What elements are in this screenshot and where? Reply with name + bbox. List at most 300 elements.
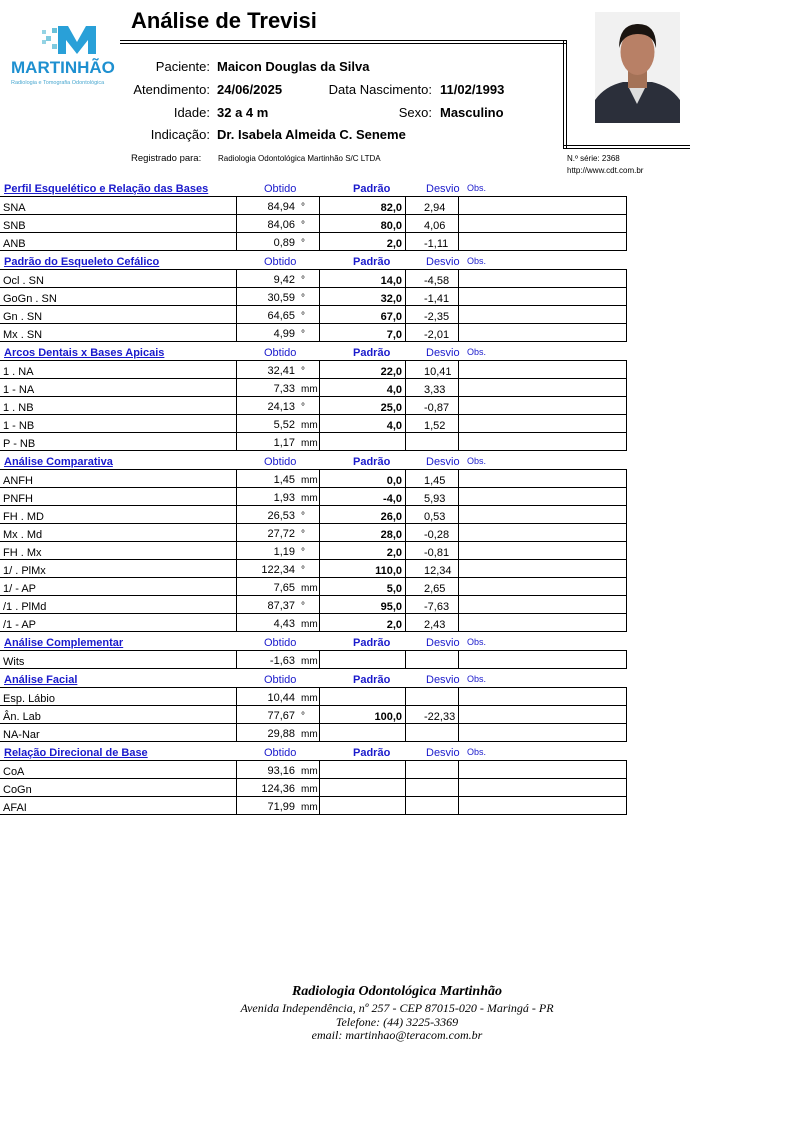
obs-cell	[459, 397, 627, 415]
deviation-value: -22,33	[406, 706, 459, 724]
measure-name: FH . MD	[0, 506, 237, 524]
serial-number: N.º série: 2368	[567, 154, 620, 163]
obtained-value: 1,19	[273, 546, 295, 558]
section-table	[0, 650, 627, 669]
obtained-cell	[237, 614, 320, 632]
col-obs: Obs.	[467, 347, 487, 357]
referral-label: Indicação:	[150, 127, 210, 142]
table-row	[0, 651, 627, 669]
standard-value	[320, 688, 406, 706]
obtained-cell	[237, 197, 320, 215]
obtained-value: 124,36	[261, 783, 295, 795]
section-title: Análise Complementar	[4, 637, 124, 649]
obs-cell	[459, 197, 627, 215]
unit: °	[301, 565, 305, 576]
person-photo-icon	[595, 12, 680, 123]
logo-subtitle: Radiologia e Tomografia Odontológica	[11, 80, 105, 86]
standard-value: 2,0	[320, 233, 406, 251]
page-title: Análise de Trevisi	[131, 8, 317, 33]
measure-name: ANFH	[0, 470, 237, 488]
obs-cell	[459, 306, 627, 324]
measure-name: Ân. Lab	[0, 706, 237, 724]
deviation-value: 2,65	[406, 578, 459, 596]
unit: mm	[301, 784, 318, 795]
col-desvio: Desvio	[426, 256, 460, 268]
obs-cell	[459, 379, 627, 397]
table-row	[0, 397, 627, 415]
unit: mm	[301, 384, 318, 395]
unit: mm	[301, 693, 318, 704]
deviation-value: -1,11	[406, 233, 459, 251]
obtained-cell	[237, 578, 320, 596]
obtained-cell	[237, 415, 320, 433]
birth-label: Data Nascimento:	[328, 82, 432, 97]
standard-value	[320, 761, 406, 779]
age-value: 32 a 4 m	[217, 105, 269, 120]
deviation-value: 4,06	[406, 215, 459, 233]
standard-value: 110,0	[320, 560, 406, 578]
deviation-value: 3,33	[406, 379, 459, 397]
obtained-value: 64,65	[267, 310, 295, 322]
obtained-cell	[237, 470, 320, 488]
table-row	[0, 797, 627, 815]
standard-value: 2,0	[320, 542, 406, 560]
obtained-cell	[237, 688, 320, 706]
registered-value: Radiologia Odontológica Martinhão S/C LTDA	[218, 154, 381, 163]
logo-mark-icon	[8, 22, 130, 62]
unit: mm	[301, 729, 318, 740]
deviation-value	[406, 797, 459, 815]
table-row	[0, 524, 627, 542]
obs-cell	[459, 688, 627, 706]
sex-label: Sexo:	[398, 105, 432, 120]
standard-value	[320, 433, 406, 451]
section-table	[0, 760, 627, 815]
obtained-value: 10,44	[267, 692, 295, 704]
logo	[8, 22, 130, 92]
obtained-value: 5,52	[273, 419, 295, 431]
obs-cell	[459, 779, 627, 797]
measure-name: Mx . SN	[0, 324, 237, 342]
footer-address: Avenida Independência, nº 257 - CEP 87015-020 - Maringá - PR	[240, 1001, 554, 1015]
table-row	[0, 506, 627, 524]
measure-name: Mx . Md	[0, 524, 237, 542]
obtained-value: 84,94	[267, 201, 295, 213]
obtained-value: 7,65	[273, 582, 295, 594]
col-obs: Obs.	[467, 456, 487, 466]
deviation-value: 2,94	[406, 197, 459, 215]
obtained-cell	[237, 797, 320, 815]
deviation-value	[406, 761, 459, 779]
table-row	[0, 596, 627, 614]
obtained-value: 29,88	[267, 728, 295, 740]
measure-name: SNB	[0, 215, 237, 233]
obs-cell	[459, 524, 627, 542]
table-row	[0, 470, 627, 488]
obtained-value: 1,93	[273, 492, 295, 504]
obs-cell	[459, 361, 627, 379]
age-label: Idade:	[173, 105, 210, 120]
website: http://www.cdt.com.br	[567, 166, 644, 175]
table-row	[0, 542, 627, 560]
unit: °	[301, 529, 305, 540]
obtained-value: 4,43	[273, 618, 295, 630]
deviation-value	[406, 688, 459, 706]
section-table	[0, 360, 627, 451]
standard-value: -4,0	[320, 488, 406, 506]
col-padrao: Padrão	[353, 747, 391, 759]
unit: mm	[301, 619, 318, 630]
obtained-cell	[237, 306, 320, 324]
col-padrao: Padrão	[353, 347, 391, 359]
table-row	[0, 688, 627, 706]
standard-value: 4,0	[320, 379, 406, 397]
obs-cell	[459, 724, 627, 742]
table-row	[0, 215, 627, 233]
col-obtido: Obtido	[264, 637, 297, 649]
obtained-value: 93,16	[267, 765, 295, 777]
unit: °	[301, 220, 305, 231]
registered-label: Registrado para:	[131, 153, 202, 164]
obtained-cell	[237, 270, 320, 288]
table-row	[0, 724, 627, 742]
obtained-cell	[237, 524, 320, 542]
unit: °	[301, 275, 305, 286]
obtained-cell	[237, 361, 320, 379]
footer-email: email: martinhao@teracom.com.br	[311, 1028, 483, 1042]
section-title: Arcos Dentais x Bases Apicais	[4, 347, 165, 359]
logo-name: MARTINHÃO	[11, 58, 115, 77]
standard-value: 82,0	[320, 197, 406, 215]
section-header	[0, 669, 627, 687]
deviation-value: -4,58	[406, 270, 459, 288]
obtained-cell	[237, 779, 320, 797]
section-header	[0, 251, 627, 269]
attendance-date: 24/06/2025	[217, 82, 283, 97]
standard-value: 67,0	[320, 306, 406, 324]
unit: mm	[301, 420, 318, 431]
unit: °	[301, 293, 305, 304]
standard-value	[320, 779, 406, 797]
measure-name: GoGn . SN	[0, 288, 237, 306]
deviation-value: 10,41	[406, 361, 459, 379]
patient-photo	[595, 12, 680, 123]
sex-value: Masculino	[440, 105, 504, 120]
obtained-value: 0,89	[273, 237, 295, 249]
measure-name: Esp. Lábio	[0, 688, 237, 706]
obs-cell	[459, 560, 627, 578]
unit: mm	[301, 583, 318, 594]
obtained-value: 24,13	[267, 401, 295, 413]
table-row	[0, 233, 627, 251]
obtained-cell	[237, 324, 320, 342]
measure-name: Gn . SN	[0, 306, 237, 324]
table-row	[0, 324, 627, 342]
patient-name: Maicon Douglas da Silva	[217, 59, 370, 74]
analysis-tables	[0, 178, 627, 815]
table-row	[0, 488, 627, 506]
table-row	[0, 361, 627, 379]
unit: °	[301, 711, 305, 722]
table-row	[0, 779, 627, 797]
col-obtido: Obtido	[264, 674, 297, 686]
table-row	[0, 706, 627, 724]
unit: mm	[301, 802, 318, 813]
standard-value: 95,0	[320, 596, 406, 614]
col-obs: Obs.	[467, 674, 487, 684]
obtained-cell	[237, 761, 320, 779]
standard-value: 5,0	[320, 578, 406, 596]
unit: °	[301, 238, 305, 249]
table-row	[0, 306, 627, 324]
standard-value: 14,0	[320, 270, 406, 288]
deviation-value	[406, 433, 459, 451]
obtained-cell	[237, 397, 320, 415]
measure-name: Ocl . SN	[0, 270, 237, 288]
col-desvio: Desvio	[426, 347, 460, 359]
deviation-value: 2,43	[406, 614, 459, 632]
unit: °	[301, 311, 305, 322]
section-title: Análise Facial	[4, 674, 78, 686]
standard-value: 80,0	[320, 215, 406, 233]
measure-name: FH . Mx	[0, 542, 237, 560]
section-header	[0, 451, 627, 469]
standard-value: 25,0	[320, 397, 406, 415]
deviation-value	[406, 779, 459, 797]
standard-value: 28,0	[320, 524, 406, 542]
measure-name: 1 . NB	[0, 397, 237, 415]
obtained-cell	[237, 379, 320, 397]
table-row	[0, 270, 627, 288]
standard-value	[320, 797, 406, 815]
obs-cell	[459, 288, 627, 306]
section-header	[0, 342, 627, 360]
header-divider-vertical	[563, 40, 567, 148]
unit: °	[301, 547, 305, 558]
obs-cell	[459, 324, 627, 342]
standard-value	[320, 651, 406, 669]
deviation-value: -0,87	[406, 397, 459, 415]
standard-value: 22,0	[320, 361, 406, 379]
measure-name: ANB	[0, 233, 237, 251]
obs-cell	[459, 415, 627, 433]
obtained-value: 26,53	[267, 510, 295, 522]
measure-name: AFAI	[0, 797, 237, 815]
measure-name: 1/ . PlMx	[0, 560, 237, 578]
unit: °	[301, 202, 305, 213]
unit: °	[301, 511, 305, 522]
standard-value: 4,0	[320, 415, 406, 433]
section-title: Padrão do Esqueleto Cefálico	[4, 256, 160, 268]
obtained-cell	[237, 233, 320, 251]
section-table	[0, 269, 627, 342]
obtained-value: 122,34	[261, 564, 295, 576]
obs-cell	[459, 470, 627, 488]
table-row	[0, 614, 627, 632]
measure-name: P - NB	[0, 433, 237, 451]
referral-doctor: Dr. Isabela Almeida C. Seneme	[217, 127, 406, 142]
unit: °	[301, 329, 305, 340]
obtained-cell	[237, 506, 320, 524]
measure-name: 1 - NB	[0, 415, 237, 433]
section-header	[0, 632, 627, 650]
header-divider-right	[563, 145, 690, 149]
measure-name: SNA	[0, 197, 237, 215]
section-table	[0, 469, 627, 632]
section-header	[0, 178, 627, 196]
unit: mm	[301, 475, 318, 486]
unit: mm	[301, 656, 318, 667]
footer-phone: Telefone: (44) 3225-3369	[335, 1015, 459, 1029]
measure-name: 1/ - AP	[0, 578, 237, 596]
col-padrao: Padrão	[353, 256, 391, 268]
obs-cell	[459, 233, 627, 251]
measure-name: /1 - AP	[0, 614, 237, 632]
col-desvio: Desvio	[426, 183, 460, 195]
obs-cell	[459, 578, 627, 596]
col-obs: Obs.	[467, 747, 487, 757]
obtained-value: 1,45	[273, 474, 295, 486]
obtained-value: 9,42	[273, 274, 295, 286]
deviation-value: 12,34	[406, 560, 459, 578]
obtained-value: 7,33	[273, 383, 295, 395]
col-desvio: Desvio	[426, 637, 460, 649]
obs-cell	[459, 706, 627, 724]
section-table	[0, 687, 627, 742]
section-title: Análise Comparativa	[4, 456, 113, 468]
obtained-value: 30,59	[267, 292, 295, 304]
obtained-value: 84,06	[267, 219, 295, 231]
deviation-value: -2,35	[406, 306, 459, 324]
col-padrao: Padrão	[353, 637, 391, 649]
col-desvio: Desvio	[426, 456, 460, 468]
table-row	[0, 578, 627, 596]
standard-value: 2,0	[320, 614, 406, 632]
obtained-value: 27,72	[267, 528, 295, 540]
obs-cell	[459, 215, 627, 233]
obs-cell	[459, 596, 627, 614]
table-row	[0, 415, 627, 433]
obtained-value: 71,99	[267, 801, 295, 813]
deviation-value	[406, 651, 459, 669]
measure-name: /1 . PlMd	[0, 596, 237, 614]
obs-cell	[459, 651, 627, 669]
unit: mm	[301, 438, 318, 449]
measure-name: Wits	[0, 651, 237, 669]
obs-cell	[459, 797, 627, 815]
obtained-cell	[237, 560, 320, 578]
unit: mm	[301, 766, 318, 777]
obtained-cell	[237, 706, 320, 724]
obs-cell	[459, 761, 627, 779]
col-padrao: Padrão	[353, 456, 391, 468]
obtained-cell	[237, 488, 320, 506]
obtained-cell	[237, 542, 320, 560]
standard-value: 0,0	[320, 470, 406, 488]
col-obtido: Obtido	[264, 456, 297, 468]
deviation-value: 0,53	[406, 506, 459, 524]
obtained-value: 1,17	[273, 437, 295, 449]
standard-value: 32,0	[320, 288, 406, 306]
deviation-value: 1,45	[406, 470, 459, 488]
standard-value: 26,0	[320, 506, 406, 524]
col-obs: Obs.	[467, 256, 487, 266]
col-obtido: Obtido	[264, 347, 297, 359]
table-row	[0, 560, 627, 578]
section-title: Relação Direcional de Base	[4, 747, 148, 759]
col-obtido: Obtido	[264, 183, 297, 195]
measure-name: PNFH	[0, 488, 237, 506]
standard-value	[320, 724, 406, 742]
deviation-value: -0,81	[406, 542, 459, 560]
section-table	[0, 196, 627, 251]
obtained-cell	[237, 433, 320, 451]
obs-cell	[459, 488, 627, 506]
measure-name: CoGn	[0, 779, 237, 797]
attendance-label: Atendimento:	[133, 82, 210, 97]
table-row	[0, 288, 627, 306]
col-desvio: Desvio	[426, 747, 460, 759]
standard-value: 7,0	[320, 324, 406, 342]
obs-cell	[459, 614, 627, 632]
unit: mm	[301, 493, 318, 504]
table-row	[0, 379, 627, 397]
obs-cell	[459, 433, 627, 451]
obtained-value: 87,37	[267, 600, 295, 612]
deviation-value: -7,63	[406, 596, 459, 614]
footer-company: Radiologia Odontológica Martinhão	[291, 984, 503, 999]
section-title: Perfil Esquelético e Relação das Bases	[4, 183, 209, 195]
section-header	[0, 742, 627, 760]
unit: °	[301, 402, 305, 413]
obtained-cell	[237, 724, 320, 742]
col-obtido: Obtido	[264, 747, 297, 759]
obtained-cell	[237, 215, 320, 233]
col-obs: Obs.	[467, 637, 487, 647]
table-row	[0, 761, 627, 779]
obtained-value: 77,67	[267, 710, 295, 722]
obtained-value: 4,99	[273, 328, 295, 340]
obs-cell	[459, 506, 627, 524]
obtained-cell	[237, 651, 320, 669]
unit: °	[301, 601, 305, 612]
standard-value: 100,0	[320, 706, 406, 724]
unit: °	[301, 366, 305, 377]
col-desvio: Desvio	[426, 674, 460, 686]
col-padrao: Padrão	[353, 674, 391, 686]
measure-name: CoA	[0, 761, 237, 779]
measure-name: 1 . NA	[0, 361, 237, 379]
deviation-value	[406, 724, 459, 742]
obs-cell	[459, 270, 627, 288]
obtained-value: -1,63	[269, 655, 295, 667]
col-padrao: Padrão	[353, 183, 391, 195]
birth-date: 11/02/1993	[440, 82, 505, 97]
table-row	[0, 433, 627, 451]
obtained-cell	[237, 288, 320, 306]
header-divider	[120, 40, 567, 44]
obtained-cell	[237, 596, 320, 614]
deviation-value: 5,93	[406, 488, 459, 506]
col-obs: Obs.	[467, 183, 487, 193]
deviation-value: -0,28	[406, 524, 459, 542]
table-row	[0, 197, 627, 215]
measure-name: NA-Nar	[0, 724, 237, 742]
patient-label: Paciente:	[155, 59, 210, 74]
deviation-value: 1,52	[406, 415, 459, 433]
obs-cell	[459, 542, 627, 560]
col-obtido: Obtido	[264, 256, 297, 268]
